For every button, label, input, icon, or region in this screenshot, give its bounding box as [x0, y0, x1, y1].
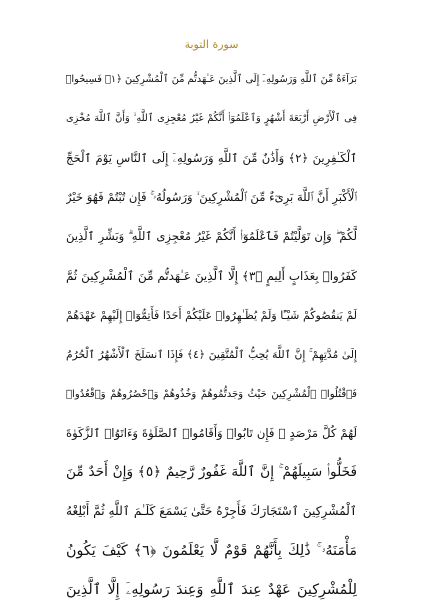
text-line: مَأْمَنَهُۥ ۚ ذَٰلِكَ بِأَنَّهُمْ قَوْمٌ لَّا يَعْلَمُونَ ﴿٦﴾ كَيْفَ يَكُونُ — [66, 542, 357, 559]
text-line: فَخَلُّوا۟ سَبِيلَهُمْ ۚ إِنَّ ٱللَّهَ غَفُورٌ رَّحِيمٌ ﴿٥﴾ وَإِنْ أَحَدٌ مِّنَ — [66, 464, 357, 481]
text-line: فَٱقْتُلُوا۟ ٱلْمُشْرِكِينَ حَيْثُ وَجَدتُّمُوهُمْ وَخُذُوهُمْ وَٱحْصُرُوهُمْ وَٱقْعُدُوا۟ — [66, 388, 357, 400]
text-line: لَهُمْ كُلَّ مَرْصَدٍ ۚ فَإِن تَابُوا۟ وَأَقَامُوا۟ ٱلصَّلَوٰةَ وَءَاتَوُا۟ ٱلزَّكَوٰةَ — [66, 425, 357, 440]
text-line: ٱلْأَكْبَرِ أَنَّ ٱللَّهَ بَرِىٓءٌ مِّنَ ٱلْمُشْرِكِينَ ۙ وَرَسُولُهُۥ ۚ فَإِن تُبْتُمْ فَهُوَ خَيْرٌ — [66, 190, 357, 205]
text-line: إِلَىٰ مُدَّتِهِمْ ۚ إِنَّ ٱللَّهَ يُحِبُّ ٱلْمُتَّقِينَ ﴿٤﴾ فَإِذَا ٱنسَلَخَ ٱلْأَشْهُرُ ٱلْحُرُمُ — [66, 348, 357, 362]
text-line: لِلْمُشْرِكِينَ عَهْدٌ عِندَ ٱللَّهِ وَعِندَ رَسُولِهِۦٓ إِلَّا ٱلَّذِينَ — [66, 582, 357, 598]
text-line: ٱلْمُشْرِكِينَ ٱسْتَجَارَكَ فَأَجِرْهُ حَتَّىٰ يَسْمَعَ كَلَـٰمَ ٱللَّهِ ثُمَّ أَبْلِغْهُ — [66, 504, 357, 519]
surah-title: سورة التوبة — [184, 38, 239, 51]
quran-text-block — [66, 60, 357, 610]
text-line: لَّكُمْ ۖ وَإِن تَوَلَّيْتُمْ فَٱعْلَمُوٓا۟ أَنَّكُمْ غَيْرُ مُعْجِزِى ٱللَّهِ ۗ وَبَشِّرِ ٱلَّذِينَ — [66, 229, 357, 244]
text-line: بَرَآءَةٌ مِّنَ ٱللَّهِ وَرَسُولِهِۦٓ إِلَى ٱلَّذِينَ عَـٰهَدتُّم مِّنَ ٱلْمُشْرِكِينَ ﴿١﴾ فَسِيحُوا۟ — [66, 74, 357, 86]
text-line: لَمْ يَنقُصُوكُمْ شَيْـًٔا وَلَمْ يُظَـٰهِرُوا۟ عَلَيْكُمْ أَحَدًا فَأَتِمُّوٓا۟ إِلَيْهِمْ عَهْدَهُمْ — [66, 308, 357, 322]
text-line: فِى ٱلْأَرْضِ أَرْبَعَةَ أَشْهُرٍ وَٱعْلَمُوٓا۟ أَنَّكُمْ غَيْرُ مُعْجِزِى ٱللَّهِ ۙ وَأَنَّ ٱللَّهَ مُخْزِى — [66, 113, 357, 125]
text-line: كَفَرُوا۟ بِعَذَابٍ أَلِيمٍ ﴿٣﴾ إِلَّا ٱلَّذِينَ عَـٰهَدتُّم مِّنَ ٱلْمُشْرِكِينَ ثُمَّ — [66, 268, 357, 283]
text-line: ٱلْكَـٰفِرِينَ ﴿٢﴾ وَأَذَٰنٌ مِّنَ ٱللَّهِ وَرَسُولِهِۦٓ إِلَى ٱلنَّاسِ يَوْمَ ٱلْحَجِّ — [66, 150, 357, 165]
